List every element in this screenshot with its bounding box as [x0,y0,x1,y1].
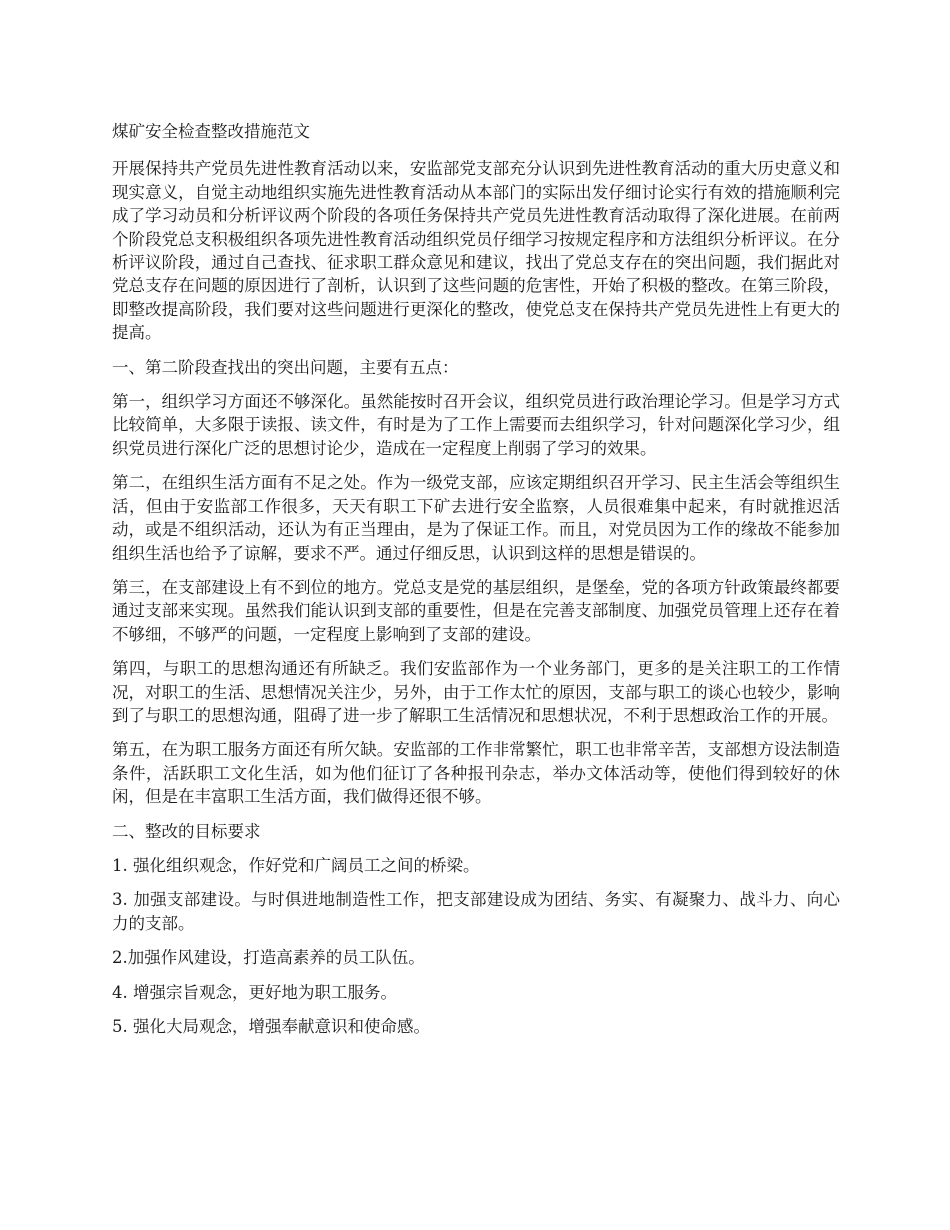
intro-paragraph: 开展保持共产党员先进性教育活动以来，安监部党支部充分认识到先进性教育活动的重大历史意义和现实意义，自觉主动地组织实施先进性教育活动从本部门的实际出发仔细讨论实行有效的措施顺利完成了学习动员和分析评议两个阶段的各项任务保持共产党员先进性教育活动取得了深化进展。在前两个阶段党总支积极组织各项先进性教育活动组织党员仔细学习按规定程序和方法组织分析评议。在分析评议阶段，通过自己查找、征求职工群众意见和建议，找出了党总支存在的突出问题，我们据此对党总支存在问题的原因进行了剖析，认识到了这些问题的危害性，开始了积极的整改。在第三阶段，即整改提高阶段，我们要对这些问题进行更深化的整改，使党总支在保持共产党员先进性上有更大的提高。 [112,159,840,343]
document-title: 煤矿安全检查整改措施范文 [112,122,310,141]
section-heading-goals: 二、整改的目标要求 [112,821,261,841]
goal-item: 3. 加强支部建设。与时俱进地制造性工作，把支部建设成为团结、务实、有凝聚力、战斗力、向心力的支部。 [112,890,840,933]
goal-item: 2.加强作风建设，打造高素养的员工队伍。 [112,948,425,968]
problem-paragraph: 第四，与职工的思想沟通还有所缺乏。我们安监部作为一个业务部门，更多的是关注职工的工作情况，对职工的生活、思想情况关注少，另外，由于工作太忙的原因，支部与职工的谈心也较少，影响到了与职工的思想沟通，阻碍了进一步了解职工生活情况和思想状况，不利于思想政治工作的开展。 [112,659,840,725]
goal-item: 1. 强化组织观念，作好党和广阔员工之间的桥梁。 [112,855,480,875]
goal-item: 5. 强化大局观念，增强奉献意识和使命感。 [112,1017,430,1036]
problem-paragraph: 第三，在支部建设上有不到位的地方。党总支是党的基层组织，是堡垒，党的各项方针政策最终都要通过支部来实现。虽然我们能认识到支部的重要性，但是在完善支部制度、加强党员管理上还存在着不够细，不够严的问题，一定程度上影响到了支部的建设。 [112,577,840,644]
section-heading-problems: 一、第二阶段查找出的突出问题，主要有五点： [112,357,459,377]
problem-paragraph: 第二，在组织生活方面有不足之处。作为一级党支部，应该定期组织召开学习、民主生活会等组织生活，但由于安监部工作很多，天天有职工下矿去进行安全监察，人员很难集中起来，有时就推迟活动，或是不组织活动，还认为有正当理由，是为了保证工作。而且，对党员因为工作的缘故不能参加组织生活也给予了谅解，要求不严。通过仔细反思，认识到这样的思想是错误的。 [112,473,840,563]
goal-item: 4. 增强宗旨观念，更好地为职工服务。 [112,982,397,1002]
problem-paragraph: 第一，组织学习方面还不够深化。虽然能按时召开会议，组织党员进行政治理论学习。但是学习方式比较简单，大多限于读报、读文件，有时是为了工作上需要而去组织学习，针对问题深化学习少，组织党员进行深化广泛的思想讨论少，造成在一定程度上削弱了学习的效果。 [112,392,840,458]
problem-paragraph: 第五，在为职工服务方面还有所欠缺。安监部的工作非常繁忙，职工也非常辛苦，支部想方设法制造条件，活跃职工文化生活，如为他们征订了各种报刊杂志，举办文体活动等，使他们得到较好的休闲，但是在丰富职工生活方面，我们做得还很不够。 [112,740,840,807]
document-page [112,120,840,1049]
